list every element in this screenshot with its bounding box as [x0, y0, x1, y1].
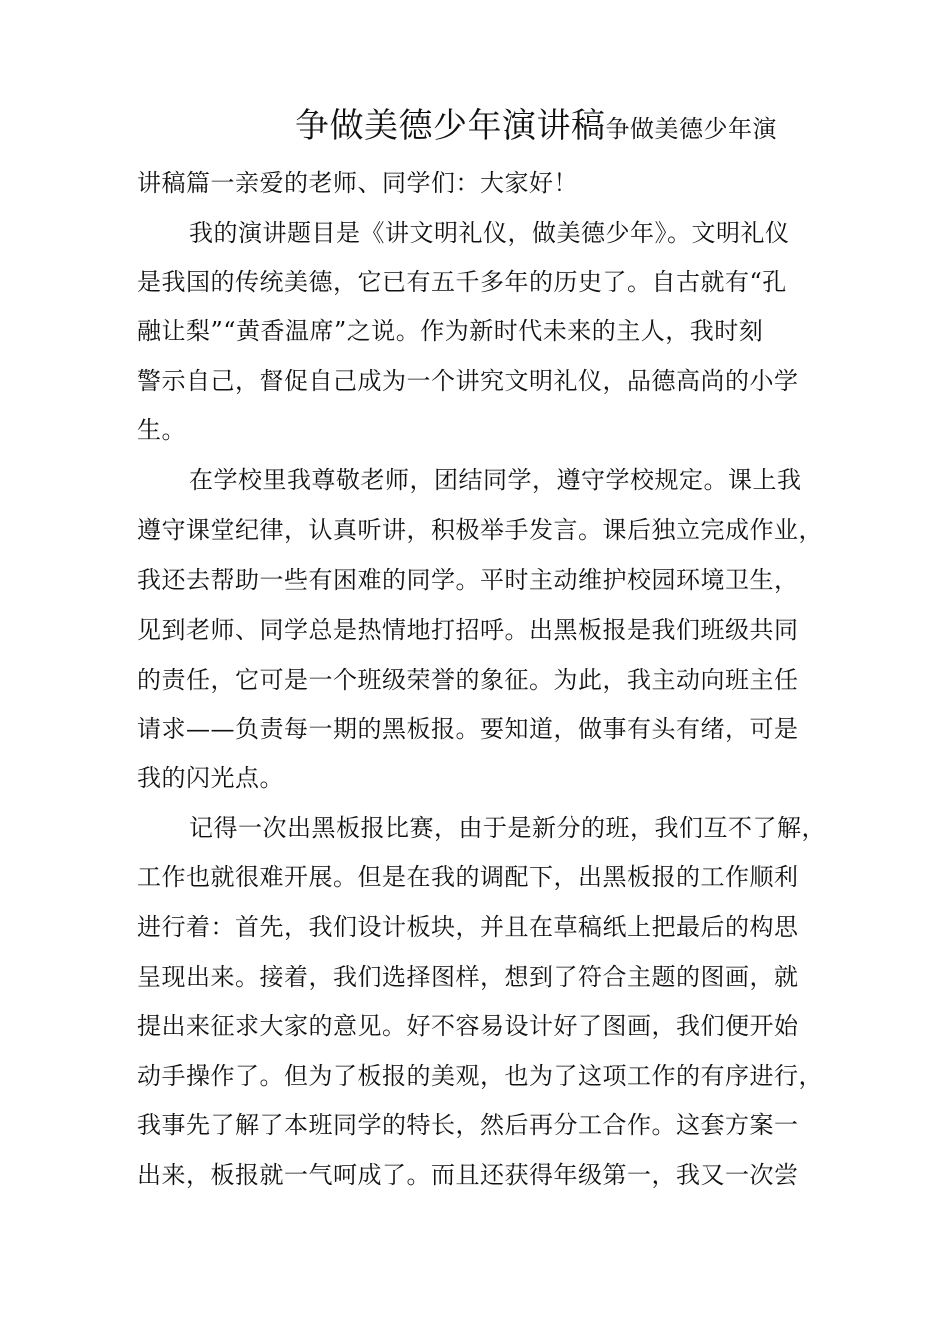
text-line: 动手操作了。但为了板报的美观，也为了这项工作的有序进行， [137, 1062, 823, 1090]
text-line: 融让梨”“黄香温席”之说。作为新时代未来的主人，我时刻 [137, 317, 764, 345]
text-line: 工作也就很难开展。但是在我的调配下，出黑板报的工作顺利 [137, 863, 799, 891]
text-line: 提出来征求大家的意见。好不容易设计好了图画，我们便开始 [137, 1012, 799, 1040]
text-line: 我的演讲题目是《讲文明礼仪，做美德少年》。文明礼仪 [189, 219, 790, 247]
text-line: 进行着：首先，我们设计板块，并且在草稿纸上把最后的构思 [137, 913, 799, 941]
text-line: 出来，板报就一气呵成了。而且还获得年级第一，我又一次尝 [137, 1161, 799, 1189]
text-line: 呈现出来。接着，我们选择图样，想到了符合主题的图画，就 [137, 963, 799, 991]
document-title-line [295, 104, 777, 154]
text-line: 是我国的传统美德，它已有五千多年的历史了。自古就有“孔 [137, 268, 787, 296]
document-title: 争做美德少年演讲稿 [295, 106, 606, 146]
text-line: 讲稿篇一亲爱的老师、同学们：大家好！ [137, 169, 578, 197]
text-line: 生。 [137, 416, 186, 444]
text-line: 见到老师、同学总是热情地打招呼。出黑板报是我们班级共同 [137, 616, 799, 644]
text-line: 我还去帮助一些有困难的同学。平时主动维护校园环境卫生， [137, 566, 799, 594]
text-line: 在学校里我尊敬老师，团结同学，遵守学校规定。课上我 [189, 466, 802, 494]
text-line: 遵守课堂纪律，认真听讲，积极举手发言。课后独立完成作业， [137, 516, 823, 544]
text-line: 我事先了解了本班同学的特长，然后再分工合作。这套方案一 [137, 1111, 799, 1139]
text-line: 我的闪光点。 [137, 764, 284, 792]
text-line: 记得一次出黑板报比赛，由于是新分的班，我们互不了解， [189, 814, 826, 842]
document-title-tail: 争做美德少年演 [605, 115, 777, 143]
text-line: 的责任，它可是一个班级荣誉的象征。为此，我主动向班主任 [137, 666, 799, 694]
text-line: 警示自己，督促自己成为一个讲究文明礼仪，品德高尚的小学 [137, 367, 799, 395]
text-line: 请求——负责每一期的黑板报。要知道，做事有头有绪，可是 [137, 715, 799, 743]
